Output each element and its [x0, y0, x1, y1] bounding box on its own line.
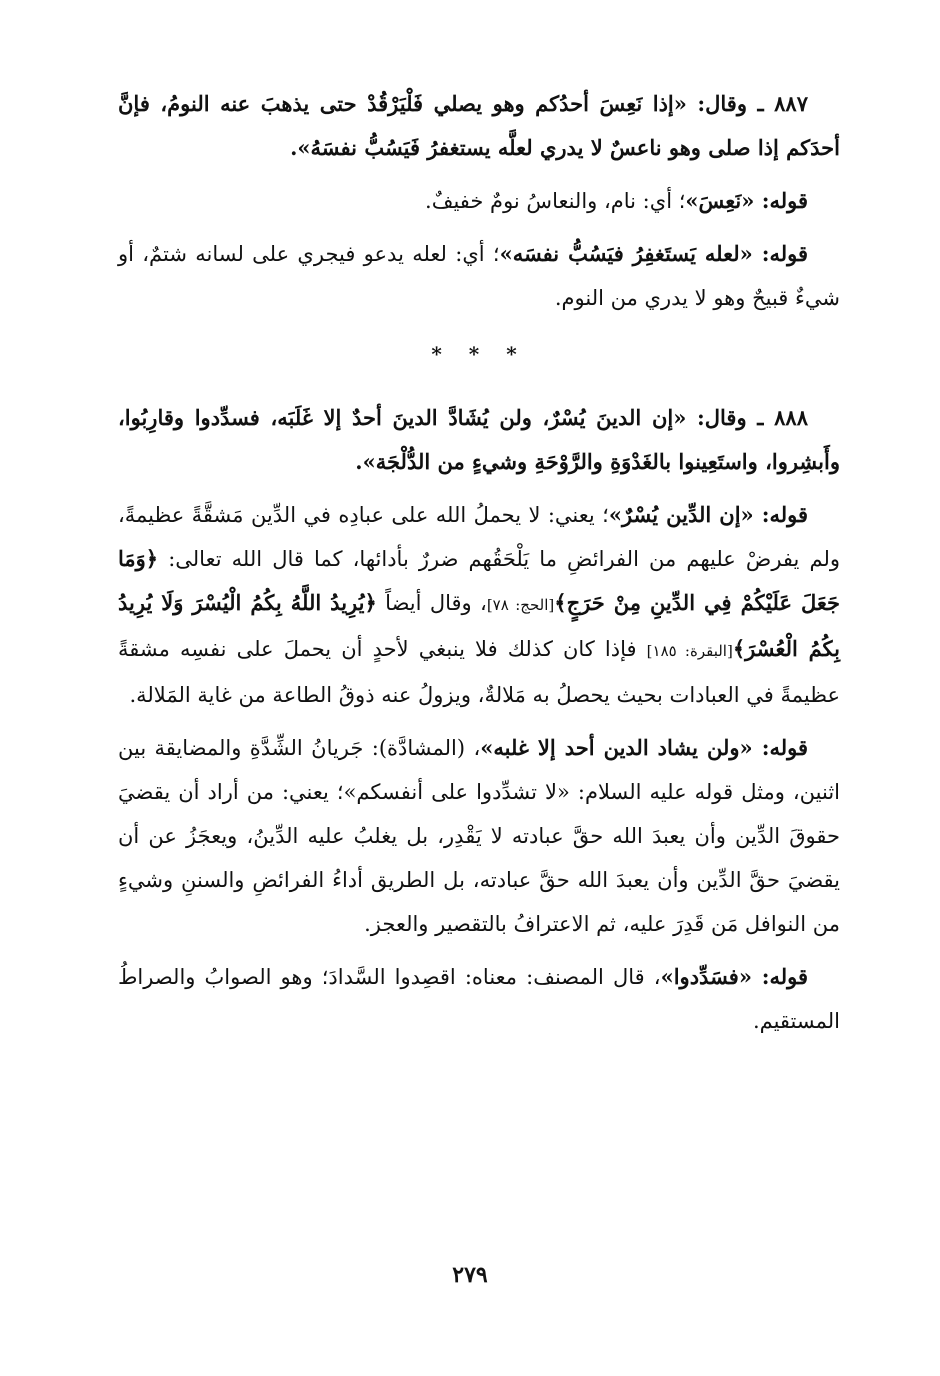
hadith-888: [118, 396, 840, 484]
commentary-yusr: [118, 493, 840, 717]
quran-verse: ﴿يُرِيدُ اللَّهُ بِكُمُ الْيُسْرَ وَلَا يُرِيدُ بِكُمُ الْعُسْرَ﴾: [118, 590, 840, 661]
section-separator: * * *: [431, 342, 527, 366]
commentary-nasa: [118, 179, 840, 223]
commentary-yastaghfir: [118, 232, 840, 320]
commentary-text: ، قال المصنف: معناه: اقصِدوا السَّدادَ؛ وهو الصوابُ والصراطُ المستقيم.: [118, 965, 840, 1033]
quran-verse: ﴿وَمَا جَعَلَ عَلَيْكُمْ فِي الدِّينِ مِنْ حَرَجٍ﴾: [118, 546, 840, 615]
commentary-text: ؛ يعني: لا يحملُ الله على عبادِه في الدِّين مَشقَّةً عظيمةً، ولم يفرضْ عليهم من الفرائضِ ما يَلْحَقُهم ضررٌ بأدائها، كما قال الله تعالى:: [118, 503, 840, 571]
commentary-saddidu: [118, 955, 840, 1043]
commentary-label: قوله: «نَعِسَ»: [685, 188, 808, 213]
hadith-887: [118, 82, 840, 170]
commentary-text: ، وقال أيضاً: [376, 591, 487, 615]
commentary-text: ؛ أي: لعله يدعو فيجري على لسانه شتمٌ، أو شيءٌ قبيحٌ وهو لا يدري من النوم.: [118, 242, 840, 310]
commentary-text: فإذا كان كذلك فلا ينبغي لأحدٍ أن يحملَ على نفسِه مشقةً عظيمةً في العبادات بحيث يحصلُ به مَلالةٌ، ويزولُ عنه ذوقُ الطاعة من غاية المَلالة.: [118, 637, 840, 707]
commentary-text: ؛ أي: نام، والنعاسُ نومٌ خفيفٌ.: [425, 189, 686, 213]
commentary-label: قوله: «ولن يشاد الدين أحد إلا غلبه»: [480, 735, 808, 760]
page-body: [118, 82, 840, 1052]
commentary-label: قوله: «فسَدِّدوا»: [660, 964, 809, 989]
commentary-label: قوله: «لعله يَستَغفِرُ فيَسُبُّ نفسَه»: [499, 241, 808, 266]
verse-reference: [الحج: ٧٨]: [486, 596, 555, 614]
commentary-label: قوله: «إن الدِّين يُسْرٌ»: [608, 502, 808, 527]
commentary-mushadda: [118, 726, 840, 946]
page-number: ٢٧٩: [452, 1262, 488, 1288]
commentary-text: ، (المشادَّة): جَريانُ الشِّدَّةِ والمضايقة بين اثنين، ومثل قوله عليه السلام: «لا تشدِّدوا على أنفسكم»؛ يعني: من أراد أن يقضيَ حقوقَ الدِّين وأن يعبدَ الله حقَّ عبادته لا يَقْدِر، بل يغلبُ عليه الدِّينُ، ويعجَزُ عن أن يقضيَ حقَّ الدِّين وأن يعبدَ الله حقَّ عبادته، بل الطريق أداءُ الفرائضِ والسننِ وشيءٍ من النوافل مَن قَدِرَ عليه، ثم الاعترافُ بالتقصير والعجز.: [118, 736, 840, 936]
hadith-888-text: ٨٨٨ ـ وقال: «إن الدينَ يُسْرٌ، ولن يُشَادَّ الدينَ أحدٌ إلا غَلَبَه، فسدِّدوا وقارِبُوا، وأَبشِروا، واستَعِينوا بالغَدْوَةِ والرَّوْحَةِ وشيءٍ من الدُّلْجَة».: [118, 405, 840, 474]
verse-reference: [البقرة: ١٨٥]: [646, 642, 733, 660]
hadith-887-text: ٨٨٧ ـ وقال: «إذا نَعِسَ أحدُكم وهو يصلي فَلْيَرْقُدْ حتى يذهبَ عنه النومُ، فإنَّ أحدَكم إذا صلى وهو ناعسٌ لا يدري لعلَّه يستغفرُ فَيَسُبُّ نفسَهُ».: [118, 91, 840, 160]
